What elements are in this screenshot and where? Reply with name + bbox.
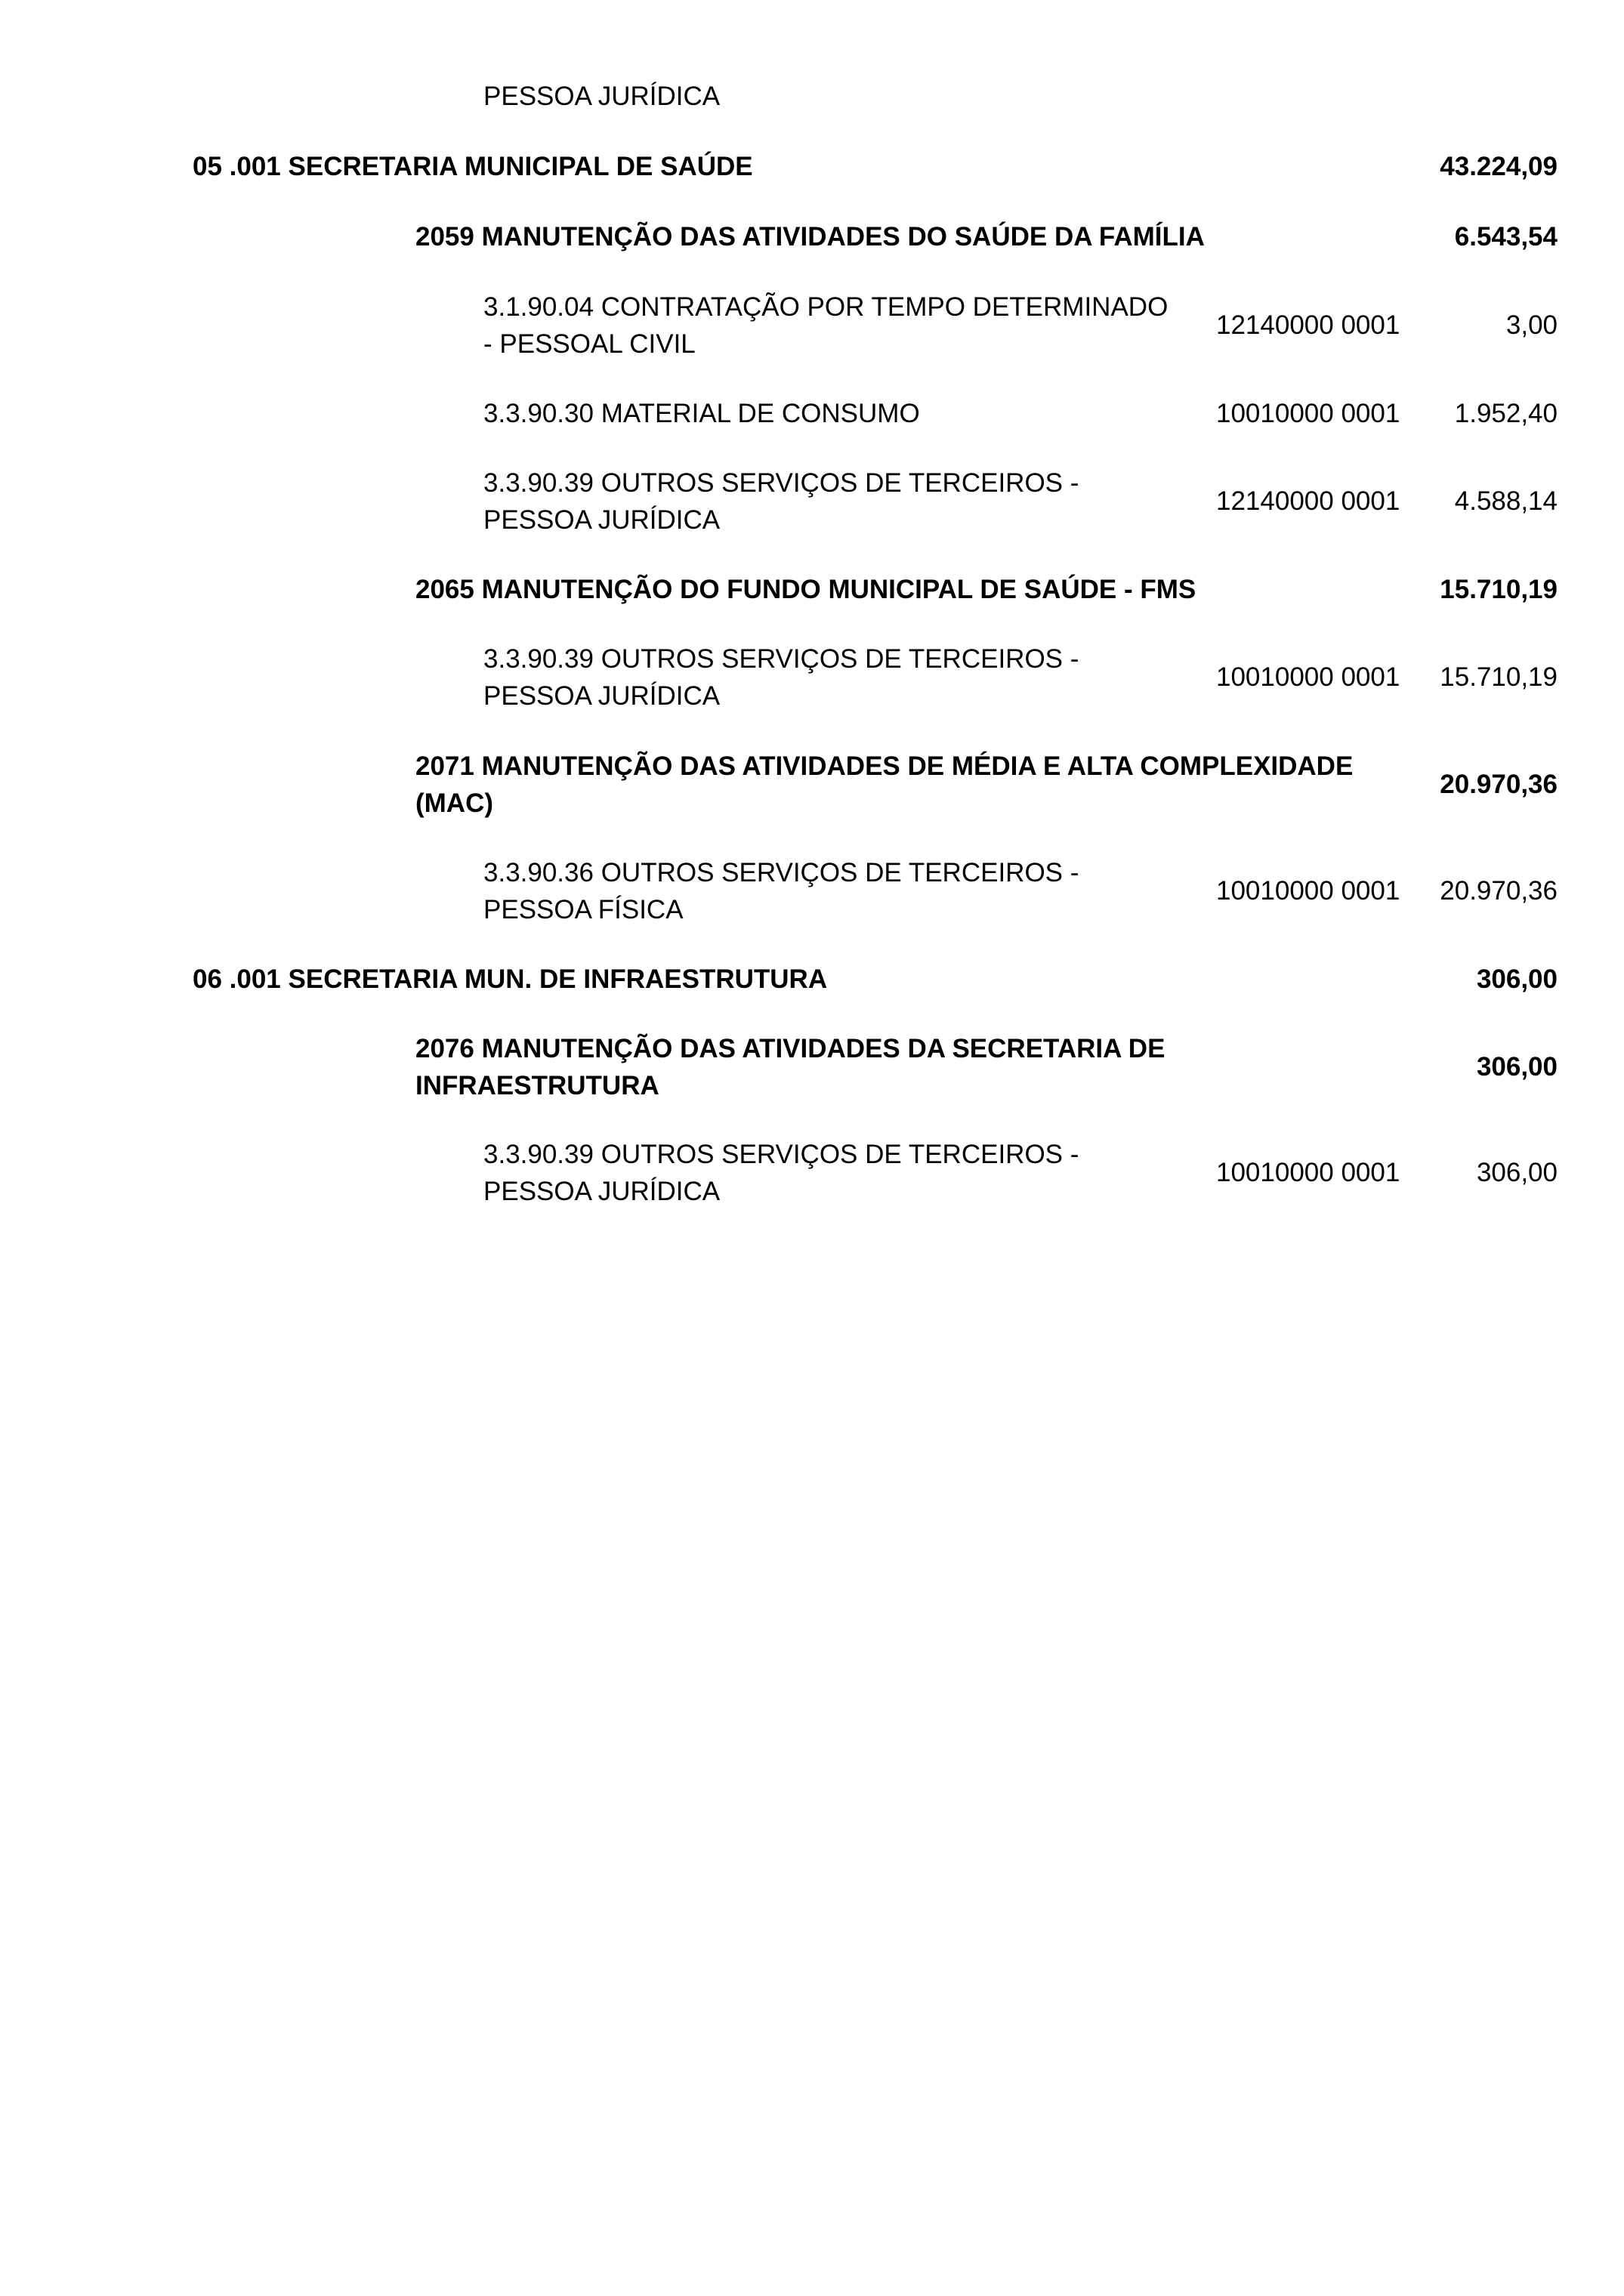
item-source-code: 12140000 0001 bbox=[1216, 310, 1400, 340]
action-total: 20.970,36 bbox=[1440, 770, 1558, 799]
item-source-code: 10010000 0001 bbox=[1216, 662, 1400, 692]
action-total: 15.710,19 bbox=[1440, 575, 1558, 604]
item-description-line1: 3.3.90.30 MATERIAL DE CONSUMO bbox=[483, 399, 920, 428]
action-title-line2: INFRAESTRUTURA bbox=[415, 1071, 659, 1100]
action-total: 6.543,54 bbox=[1454, 222, 1558, 252]
item-description-line2: PESSOA FÍSICA bbox=[483, 895, 684, 924]
item-description-line2: PESSOA JURÍDICA bbox=[483, 1177, 721, 1206]
org-title: 05 .001 SECRETARIA MUNICIPAL DE SAÚDE bbox=[193, 152, 753, 181]
action-title: 2059 MANUTENÇÃO DAS ATIVIDADES DO SAÚDE DA FAMÍLIA bbox=[415, 222, 1205, 252]
org-total: 306,00 bbox=[1476, 964, 1558, 994]
org-total: 43.224,09 bbox=[1440, 152, 1558, 181]
item-source-code: 10010000 0001 bbox=[1216, 1158, 1400, 1187]
item-description-line2: - PESSOAL CIVIL bbox=[483, 329, 696, 359]
item-description-line1: 3.1.90.04 CONTRATAÇÃO POR TEMPO DETERMINADO bbox=[483, 292, 1169, 322]
item-value: 4.588,14 bbox=[1454, 486, 1558, 516]
item-value: 306,00 bbox=[1476, 1158, 1558, 1187]
continuation-text: PESSOA JURÍDICA bbox=[483, 82, 721, 111]
item-source-code: 12140000 0001 bbox=[1216, 486, 1400, 516]
item-value: 20.970,36 bbox=[1440, 876, 1558, 906]
item-description-line1: 3.3.90.39 OUTROS SERVIÇOS DE TERCEIROS - bbox=[483, 468, 1079, 498]
item-description-line2: PESSOA JURÍDICA bbox=[483, 681, 721, 711]
item-source-code: 10010000 0001 bbox=[1216, 399, 1400, 428]
item-value: 15.710,19 bbox=[1440, 662, 1558, 692]
action-title: 2065 MANUTENÇÃO DO FUNDO MUNICIPAL DE SAÚDE - FMS bbox=[415, 575, 1196, 604]
action-title-line1: 2071 MANUTENÇÃO DAS ATIVIDADES DE MÉDIA E ALTA COMPLEXIDADE bbox=[415, 751, 1354, 781]
item-value: 3,00 bbox=[1505, 310, 1558, 340]
item-source-code: 10010000 0001 bbox=[1216, 876, 1400, 906]
item-value: 1.952,40 bbox=[1454, 399, 1558, 428]
item-description-line2: PESSOA JURÍDICA bbox=[483, 505, 721, 535]
action-title-line1: 2076 MANUTENÇÃO DAS ATIVIDADES DA SECRETARIA DE bbox=[415, 1034, 1166, 1063]
action-total: 306,00 bbox=[1476, 1052, 1558, 1082]
item-description-line1: 3.3.90.39 OUTROS SERVIÇOS DE TERCEIROS - bbox=[483, 1140, 1079, 1169]
org-title: 06 .001 SECRETARIA MUN. DE INFRAESTRUTURA bbox=[193, 964, 828, 994]
item-description-line1: 3.3.90.36 OUTROS SERVIÇOS DE TERCEIROS - bbox=[483, 858, 1079, 887]
action-title-line2: (MAC) bbox=[415, 788, 494, 818]
item-description-line1: 3.3.90.39 OUTROS SERVIÇOS DE TERCEIROS - bbox=[483, 644, 1079, 674]
